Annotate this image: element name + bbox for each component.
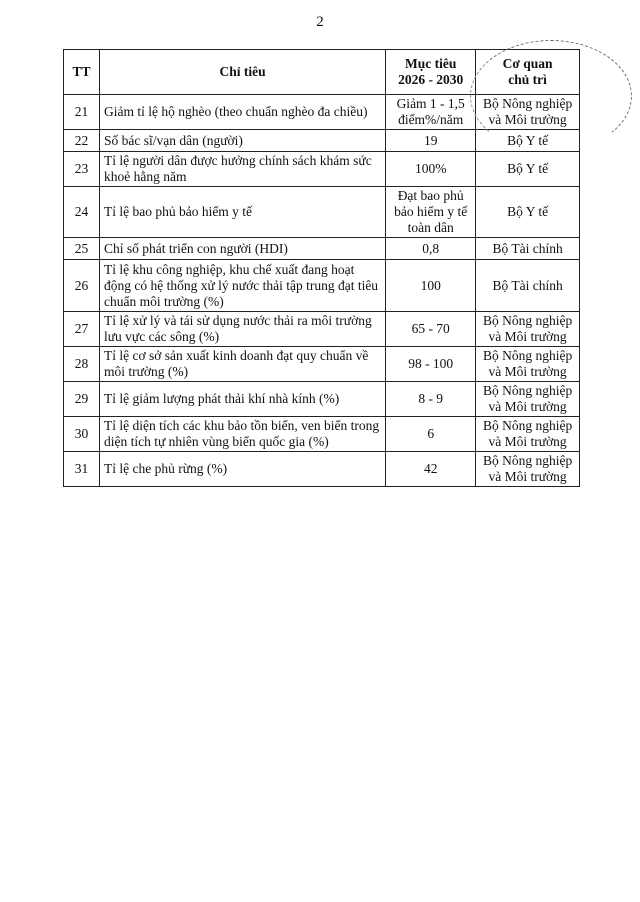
cell-tt: 29 xyxy=(64,382,100,417)
header-target-line1: Mục tiêu xyxy=(405,56,457,71)
page-number: 2 xyxy=(316,14,324,30)
cell-tt: 31 xyxy=(64,452,100,487)
cell-agency: Bộ Y tế xyxy=(476,187,580,238)
header-agency xyxy=(476,50,580,95)
cell-indicator: Tỉ lệ người dân được hưởng chính sách khám sức khoẻ hằng năm xyxy=(99,152,385,187)
table-row xyxy=(64,347,580,382)
cell-agency: Bộ Nông nghiệp và Môi trường xyxy=(476,95,580,130)
cell-indicator: Tỉ lệ xử lý và tái sử dụng nước thải ra môi trường lưu vực các sông (%) xyxy=(99,312,385,347)
table-row xyxy=(64,312,580,347)
cell-agency: Bộ Y tế xyxy=(476,130,580,152)
cell-agency: Bộ Nông nghiệp và Môi trường xyxy=(476,312,580,347)
cell-agency: Bộ Tài chính xyxy=(476,238,580,260)
cell-indicator: Giảm tỉ lệ hộ nghèo (theo chuẩn nghèo đa chiều) xyxy=(99,95,385,130)
cell-tt: 23 xyxy=(64,152,100,187)
cell-indicator: Tỉ lệ giảm lượng phát thải khí nhà kính (%) xyxy=(99,382,385,417)
cell-tt: 26 xyxy=(64,260,100,312)
cell-tt: 30 xyxy=(64,417,100,452)
indicators-table xyxy=(63,49,580,487)
cell-target: 8 - 9 xyxy=(386,382,476,417)
cell-tt: 25 xyxy=(64,238,100,260)
table-row xyxy=(64,130,580,152)
cell-agency: Bộ Nông nghiệp và Môi trường xyxy=(476,417,580,452)
cell-target: 6 xyxy=(386,417,476,452)
cell-agency: Bộ Nông nghiệp và Môi trường xyxy=(476,452,580,487)
header-agency-line2: chủ trì xyxy=(508,72,547,87)
header-indicator: Chỉ tiêu xyxy=(99,50,385,95)
cell-target: 42 xyxy=(386,452,476,487)
cell-indicator: Tỉ lệ che phủ rừng (%) xyxy=(99,452,385,487)
cell-target: 65 - 70 xyxy=(386,312,476,347)
table-header xyxy=(64,50,580,95)
table-row xyxy=(64,382,580,417)
cell-indicator: Chỉ số phát triển con người (HDI) xyxy=(99,238,385,260)
cell-tt: 27 xyxy=(64,312,100,347)
header-agency-line1: Cơ quan xyxy=(502,56,553,71)
cell-target: 0,8 xyxy=(386,238,476,260)
cell-agency: Bộ Nông nghiệp và Môi trường xyxy=(476,347,580,382)
table-row xyxy=(64,95,580,130)
table-row xyxy=(64,452,580,487)
header-target xyxy=(386,50,476,95)
cell-tt: 24 xyxy=(64,187,100,238)
cell-agency: Bộ Y tế xyxy=(476,152,580,187)
header-row xyxy=(64,50,580,95)
table-row xyxy=(64,238,580,260)
header-tt: TT xyxy=(64,50,100,95)
cell-indicator: Tỉ lệ diện tích các khu bảo tồn biển, ven biển trong diện tích tự nhiên vùng biển quốc gia (%) xyxy=(99,417,385,452)
table-body xyxy=(64,95,580,487)
cell-indicator: Tỉ lệ bao phủ bảo hiểm y tế xyxy=(99,187,385,238)
cell-tt: 22 xyxy=(64,130,100,152)
cell-agency: Bộ Nông nghiệp và Môi trường xyxy=(476,382,580,417)
header-target-line2: 2026 - 2030 xyxy=(398,72,464,87)
cell-indicator: Tỉ lệ khu công nghiệp, khu chế xuất đang hoạt động có hệ thống xử lý nước thải tập trung đạt tiêu chuẩn môi trường (%) xyxy=(99,260,385,312)
cell-tt: 28 xyxy=(64,347,100,382)
cell-agency: Bộ Tài chính xyxy=(476,260,580,312)
cell-target: 100% xyxy=(386,152,476,187)
cell-target: 100 xyxy=(386,260,476,312)
cell-indicator: Số bác sĩ/vạn dân (người) xyxy=(99,130,385,152)
table-row xyxy=(64,260,580,312)
cell-tt: 21 xyxy=(64,95,100,130)
table-row xyxy=(64,417,580,452)
table-row xyxy=(64,187,580,238)
cell-indicator: Tỉ lệ cơ sở sản xuất kinh doanh đạt quy chuẩn về môi trường (%) xyxy=(99,347,385,382)
table-row xyxy=(64,152,580,187)
cell-target: 19 xyxy=(386,130,476,152)
cell-target: Đạt bao phủ bảo hiểm y tế toàn dân xyxy=(386,187,476,238)
cell-target: 98 - 100 xyxy=(386,347,476,382)
cell-target: Giảm 1 - 1,5 điểm%/năm xyxy=(386,95,476,130)
